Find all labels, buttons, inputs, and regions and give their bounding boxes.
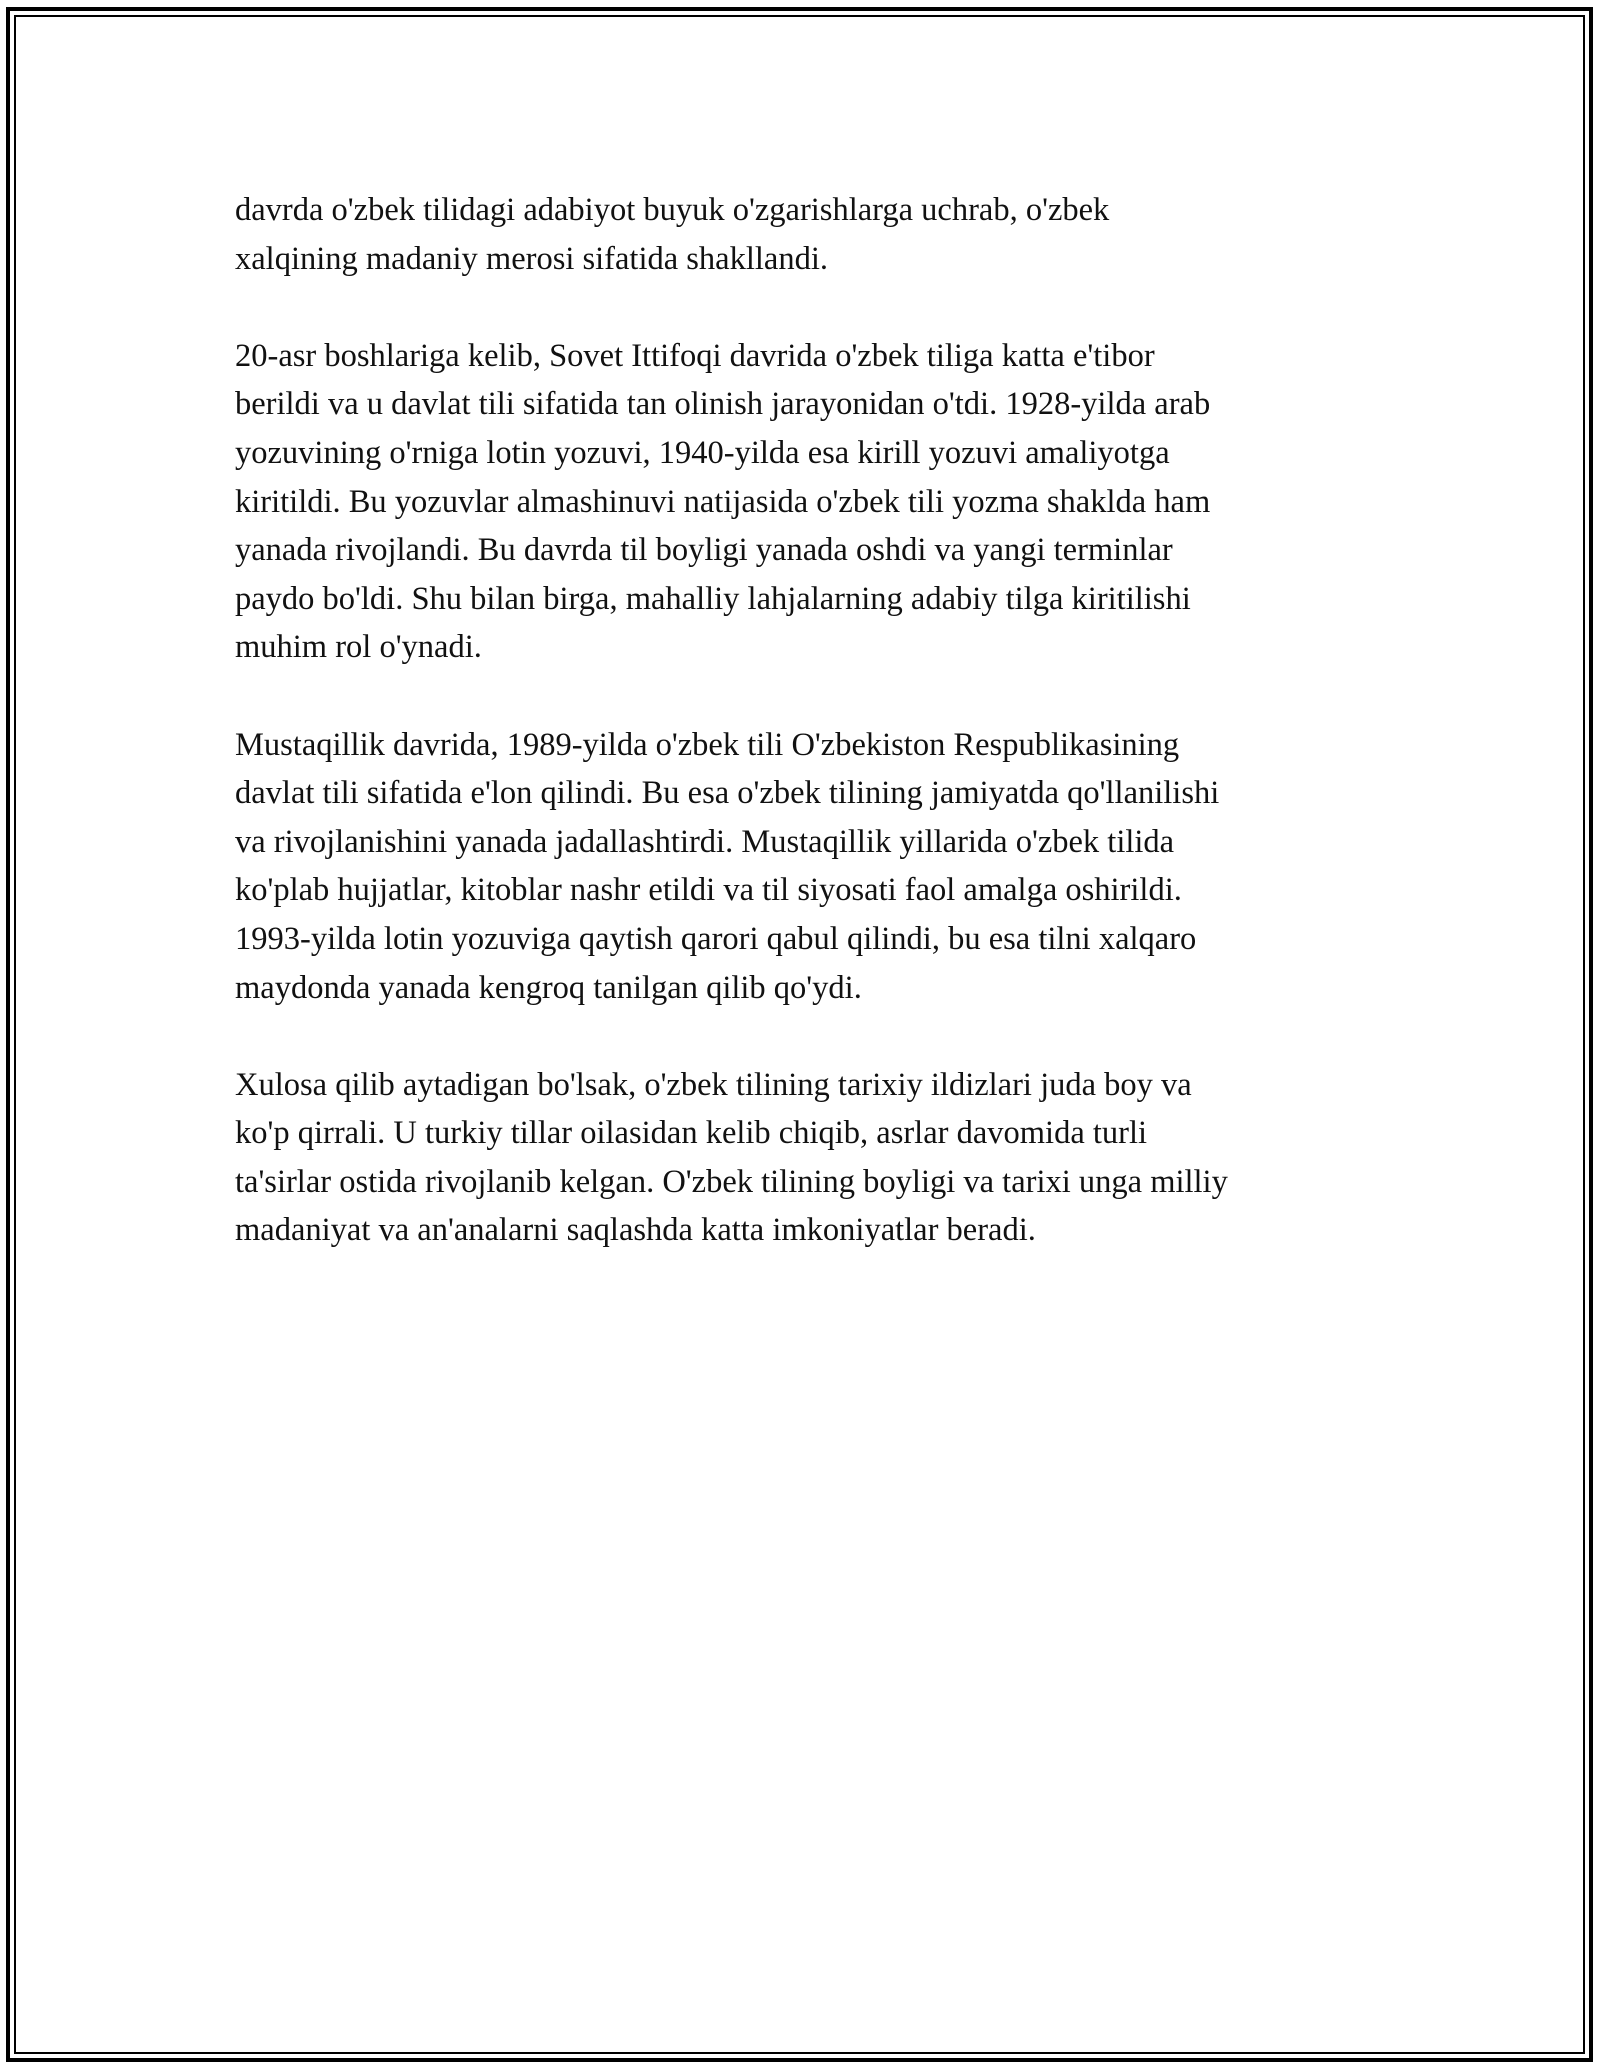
document-body [235,186,1365,1304]
text-line: yozuvining o'rniga lotin yozuvi, 1940-yilda esa kirill yozuvi amaliyotga [235,434,1170,471]
text-line: berildi va u davlat tili sifatida tan olinish jarayonidan o'tdi. 1928-yilda arab [235,386,1211,423]
text-line: xalqining madaniy merosi sifatida shakllandi. [235,240,828,277]
paragraph-4 [235,1061,1365,1255]
paragraph-2 [235,332,1365,672]
text-line: kiritildi. Bu yozuvlar almashinuvi natijasida o'zbek tili yozma shaklda ham [235,483,1211,520]
text-line: 20-asr boshlariga kelib, Sovet Ittifoqi davrida o'zbek tiliga katta e'tibor [235,337,1155,374]
text-line: davrda o'zbek tilidagi adabiyot buyuk o'zgarishlarga uchrab, o'zbek [235,192,1110,228]
paragraph-1 [235,186,1365,283]
text-line: maydonda yanada kengroq tanilgan qilib qo'ydi. [235,969,862,1006]
text-line: davlat tili sifatida e'lon qilindi. Bu esa o'zbek tilining jamiyatda qo'llanilishi [235,775,1220,812]
text-line: Mustaqillik davrida, 1989-yilda o'zbek tili O'zbekiston Respublikasining [235,726,1180,763]
text-line: Xulosa qilib aytadigan bo'lsak, o'zbek tilining tarixiy ildizlari juda boy va [235,1066,1192,1103]
text-line: ko'plab hujjatlar, kitoblar nashr etildi va til siyosati faol amalga oshirildi. [235,872,1182,909]
text-line: yanada rivojlandi. Bu davrda til boyligi yanada oshdi va yangi terminlar [235,532,1173,569]
text-line: 1993-yilda lotin yozuviga qaytish qarori qabul qilindi, bu esa tilni xalqaro [235,920,1197,957]
paragraph-3 [235,721,1365,1013]
text-line: ko'p qirrali. U turkiy tillar oilasidan kelib chiqib, asrlar davomida turli [235,1115,1148,1152]
text-line: madaniyat va an'analarni saqlashda katta imkoniyatlar beradi. [235,1212,1036,1249]
text-line: va rivojlanishini yanada jadallashtirdi. Mustaqillik yillarida o'zbek tilida [235,823,1175,860]
text-line: muhim rol o'ynadi. [235,629,482,666]
text-line: ta'sirlar ostida rivojlanib kelgan. O'zbek tilining boyligi va tarixi unga milliy [235,1163,1228,1200]
text-line: paydo bo'ldi. Shu bilan birga, mahalliy lahjalarning adabiy tilga kiritilishi [235,580,1191,617]
